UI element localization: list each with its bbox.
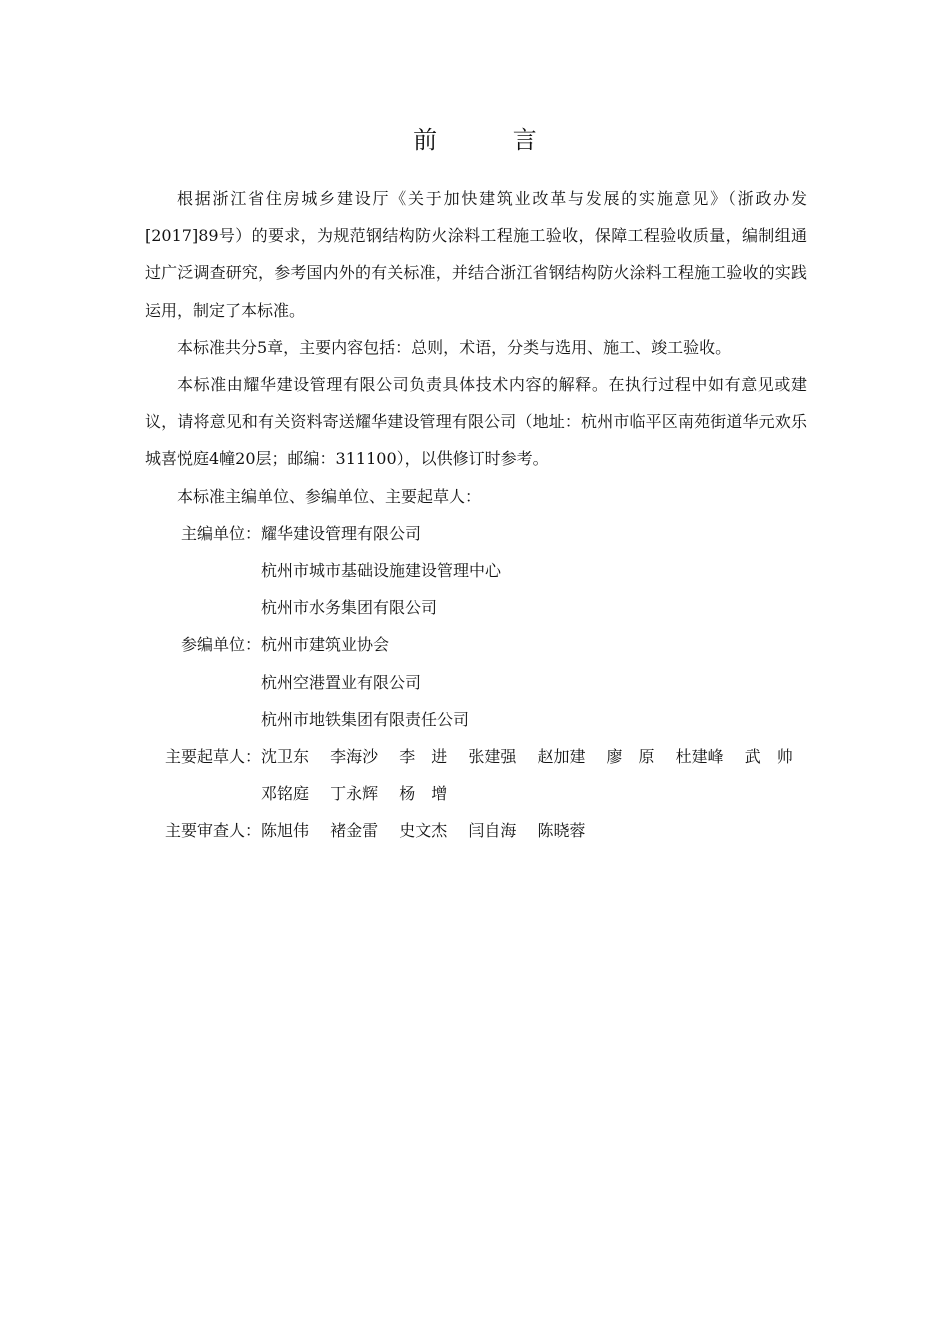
drafters-names (261, 738, 809, 775)
drafter-name: 杨 增 (399, 784, 448, 804)
paragraph-units-intro: 本标准主编单位、参编单位、主要起草人： (177, 486, 482, 506)
participating-unit-row (145, 701, 807, 738)
participating-unit: 杭州市建筑业协会 (261, 635, 390, 655)
reviewer-name: 褚金雷 (330, 821, 379, 841)
participating-units-label: 参编单位： (180, 635, 261, 655)
participating-unit: 杭州市地铁集团有限责任公司 (261, 709, 470, 729)
reviewer-name: 闫自海 (468, 821, 517, 841)
drafters-label: 主要起草人： (164, 746, 261, 766)
chief-unit: 耀华建设管理有限公司 (261, 523, 422, 543)
drafter-name: 赵加建 (537, 746, 586, 766)
drafter-name: 廖 原 (606, 746, 655, 766)
drafter-name: 武 帅 (744, 746, 793, 766)
drafter-name: 李海沙 (330, 746, 379, 766)
participating-unit: 杭州空港置业有限公司 (261, 672, 422, 692)
reviewer-name: 陈晓蓉 (537, 821, 586, 841)
drafter-name: 李 进 (399, 746, 448, 766)
chief-unit: 杭州市水务集团有限公司 (261, 598, 438, 618)
drafter-name: 沈卫东 (261, 746, 310, 766)
paragraph-chapters: 本标准共分5章，主要内容包括：总则，术语，分类与选用、施工、竣工验收。 (177, 337, 732, 357)
participating-unit-row (145, 626, 807, 663)
paragraph-background: 根据浙江省住房城乡建设厅《关于加快建筑业改革与发展的实施意见》（浙政办发[2017]89号）的要求，为规范钢结构防火涂料工程施工验收，保障工程验收质量，编制组通过广泛调查研究，参考国内外的有关标准，并结合浙江省钢结构防火涂料工程施工验收的实践运用，制定了本标准。 (145, 189, 807, 320)
reviewers-label: 主要审查人： (164, 821, 261, 841)
reviewer-name: 史文杰 (399, 821, 448, 841)
participating-unit-row (145, 664, 807, 701)
drafter-name: 邓铭庭 (261, 784, 310, 804)
reviewers-row (145, 812, 807, 849)
reviewer-name: 陈旭伟 (261, 821, 310, 841)
drafters-row (145, 738, 807, 775)
document-body (145, 180, 807, 850)
chief-unit: 杭州市城市基础设施建设管理中心 (261, 561, 502, 581)
drafter-name: 杜建峰 (675, 746, 724, 766)
drafters-names (261, 775, 807, 812)
drafter-name: 丁永辉 (330, 784, 379, 804)
chief-unit-row (145, 515, 807, 552)
chief-units-label: 主编单位： (180, 523, 261, 543)
page-title: 前 言 (413, 126, 571, 154)
reviewers-names (261, 812, 807, 849)
drafters-row (145, 775, 807, 812)
chief-unit-row (145, 552, 807, 589)
paragraph-interpretation: 本标准由耀华建设管理有限公司负责具体技术内容的解释。在执行过程中如有意见或建议，请将意见和有关资料寄送耀华建设管理有限公司（地址：杭州市临平区南苑街道华元欢乐城喜悦庭4幢20层；邮编：311100），以供修订时参考。 (145, 375, 807, 469)
chief-unit-row (145, 589, 807, 626)
drafter-name: 张建强 (468, 746, 517, 766)
